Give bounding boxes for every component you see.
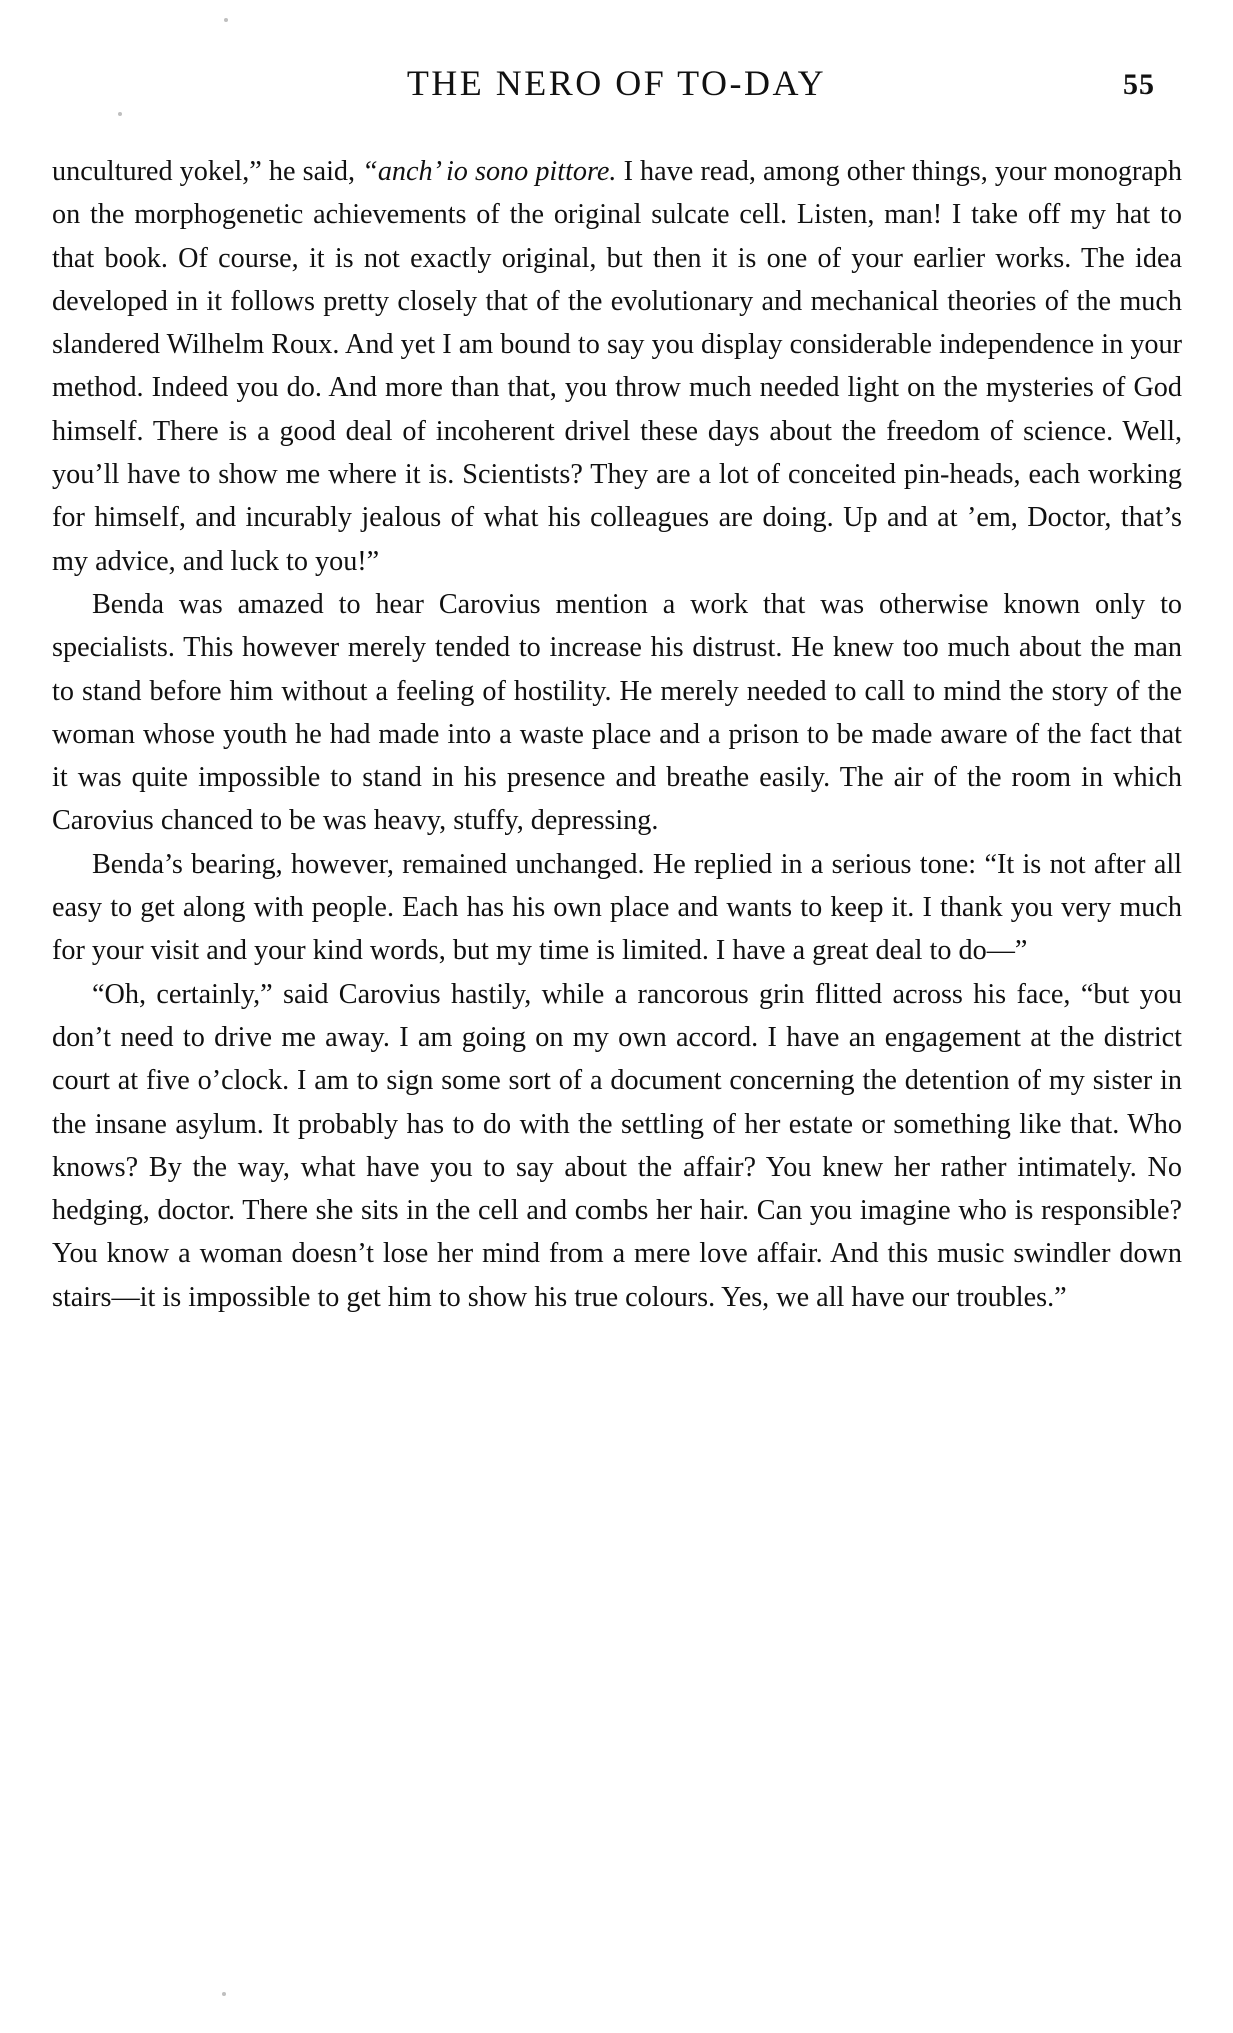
text-run: Benda was amazed to hear Carovius mention a work that was otherwise known only to specialists. This however merely tended to increase his distrust. He knew too much about the man to stand before him without a feeling of hostility. He merely needed to call to mind the story of the woman whose youth he had made into a waste place and a prison to be made aware of the fact that it was quite impossible to stand in his presence and breathe easily. The air of the room in which Carovius chanced to be was heavy, stuffy, depressing. bbox=[52, 588, 1182, 837]
running-head: THE NERO OF TO-DAY bbox=[406, 63, 827, 103]
body-paragraph bbox=[52, 150, 1182, 583]
italic-phrase: “anch’ io sono pittore. bbox=[362, 156, 617, 187]
body-paragraph bbox=[52, 583, 1182, 843]
body-paragraph bbox=[52, 973, 1182, 1319]
text-run: I have read, among other things, your monograph on the morphogenetic achievements of the original sulcate cell. Listen, man! I take off my hat to that book. Of course, it is not exactly original, but then it is one of your earlier works. The idea developed in it follows pretty closely that of the evolutionary and mechanical theories of the much slandered Wilhelm Roux. And yet I am bound to say you display considerable independence in your method. Indeed you do. And more than that, you throw much needed light on the mysteries of God himself. There is a good deal of incoherent drivel these days about the freedom of science. Well, you’ll have to show me where it is. Scientists? They are a lot of conceited pin-heads, each working for himself, and incurably jealous of what his colleagues are doing. Up and at ’em, Doctor, that’s my advice, and luck to you!” bbox=[52, 156, 1182, 577]
text-run: Benda’s bearing, however, remained unchanged. He replied in a serious tone: “It is not after all easy to get along with people. Each has his own place and wants to keep it. I thank you very much for your visit and your kind words, but my time is limited. I have a great deal to do—” bbox=[52, 848, 1182, 967]
body-paragraph bbox=[52, 843, 1182, 973]
speck-artifact-icon bbox=[224, 18, 228, 22]
speck-artifact-icon bbox=[222, 1992, 226, 1996]
page-number: 55 bbox=[1123, 68, 1155, 101]
page-body-text bbox=[52, 150, 1182, 1319]
text-run: uncultured yokel,” he said, bbox=[52, 156, 363, 187]
page-header bbox=[60, 62, 1173, 122]
text-run: “Oh, certainly,” said Carovius hastily, while a rancorous grin flitted across his face, “but you don’t need to drive me away. I am going on my own accord. I have an engagement at the district court at five o’clock. I am to sign some sort of a document concerning the detention of my sister in the insane asylum. It probably has to do with the settling of her estate or something like that. Who knows? By the way, what have you to say about the affair? You knew her rather intimately. No hedging, doctor. There she sits in the cell and combs her hair. Can you imagine who is responsible? You know a woman doesn’t lose her mind from a mere love affair. And this music swindler down stairs—it is impossible to get him to show his true colours. Yes, we all have our troubles.” bbox=[52, 978, 1182, 1313]
